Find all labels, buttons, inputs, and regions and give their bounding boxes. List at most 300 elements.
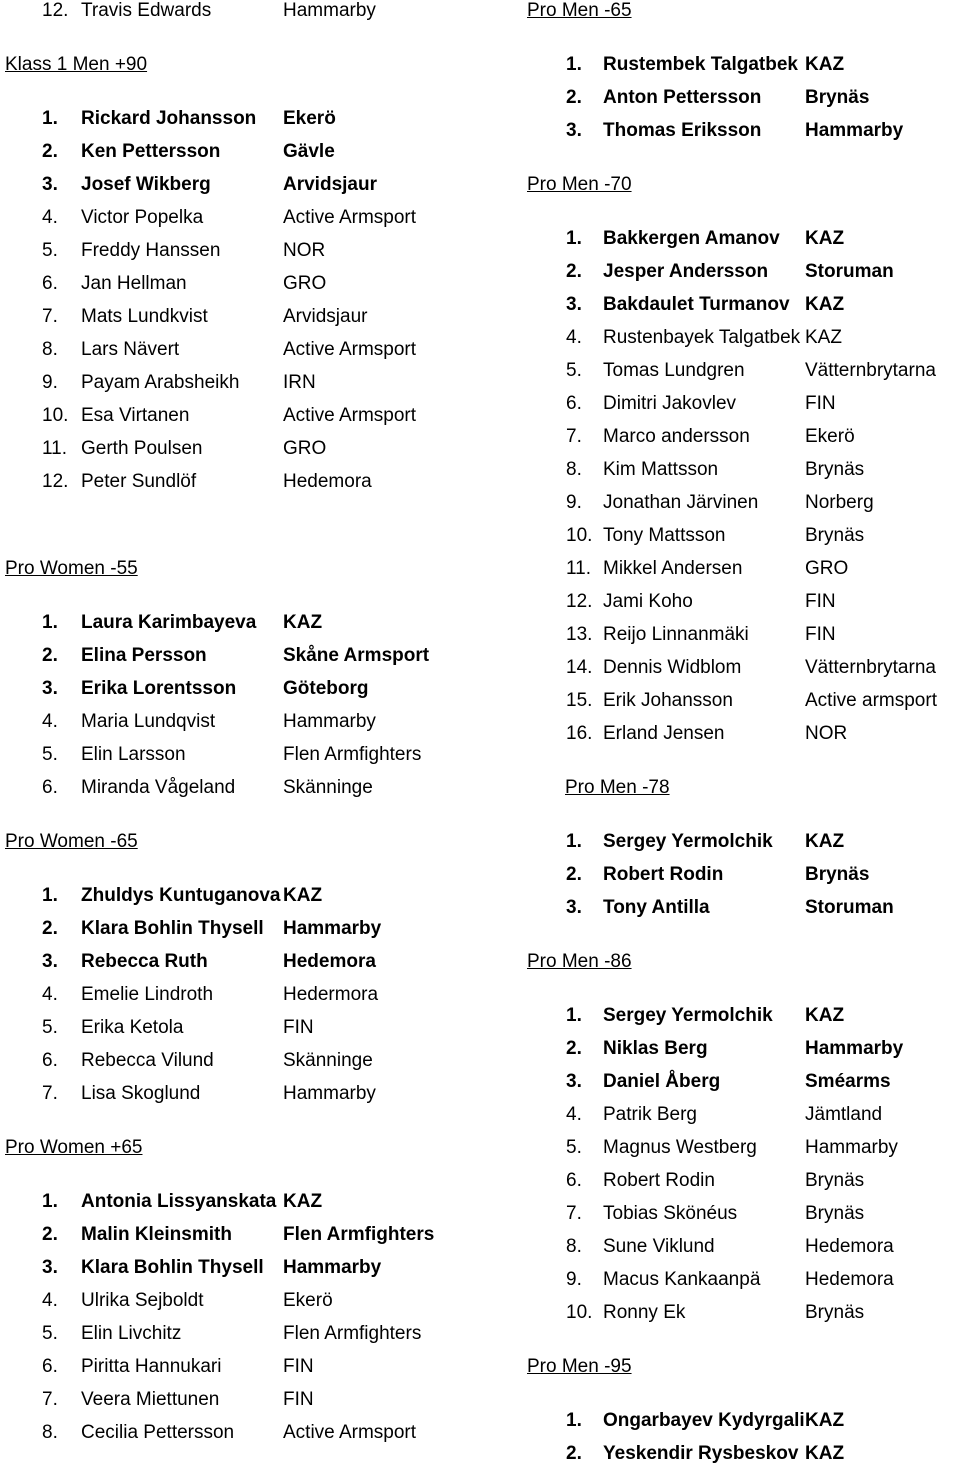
- club-name: Skåne Armsport: [283, 645, 430, 666]
- result-row: [0, 471, 500, 504]
- athlete-name: Tony Antilla: [603, 897, 710, 918]
- club-name: KAZ: [805, 831, 845, 852]
- placement: 5.: [42, 744, 58, 765]
- placement: 3.: [42, 678, 58, 699]
- athlete-name: Bakkergen Amanov: [603, 228, 780, 249]
- placement: 15.: [566, 690, 593, 711]
- club-name: Brynäs: [805, 864, 870, 885]
- athlete-name: Dennis Widblom: [603, 657, 742, 678]
- athlete-name: Anton Pettersson: [603, 87, 762, 108]
- placement: 6.: [42, 273, 58, 294]
- athlete-name: Ulrika Sejboldt: [81, 1290, 204, 1311]
- section-heading-text: Pro Men -70: [527, 174, 632, 195]
- club-name: GRO: [283, 273, 327, 294]
- placement: 10.: [566, 1302, 593, 1323]
- club-name: FIN: [805, 393, 836, 414]
- athlete-name: Jonathan Järvinen: [603, 492, 759, 513]
- result-row: [0, 207, 500, 240]
- athlete-name: Laura Karimbayeva: [81, 612, 257, 633]
- athlete-name: Lisa Skoglund: [81, 1083, 201, 1104]
- club-name: Active armsport: [805, 690, 937, 711]
- spacer: [0, 1116, 500, 1137]
- placement: 1.: [566, 1410, 582, 1431]
- right-column: [520, 0, 960, 1476]
- club-name: KAZ: [283, 885, 323, 906]
- athlete-name: Antonia Lissyanskata: [81, 1191, 277, 1212]
- athlete-name: Yeskendir Rysbeskov: [603, 1443, 799, 1464]
- result-row: [0, 0, 500, 33]
- club-name: Storuman: [805, 897, 894, 918]
- placement: 1.: [42, 108, 58, 129]
- section-heading: [0, 558, 500, 591]
- placement: 12.: [42, 0, 69, 21]
- placement: 1.: [566, 54, 582, 75]
- athlete-name: Payam Arabsheikh: [81, 372, 240, 393]
- result-row: [0, 273, 500, 306]
- result-row: [520, 1005, 960, 1038]
- athlete-name: Klara Bohlin Thysell: [81, 918, 264, 939]
- club-name: Active Armsport: [283, 1422, 417, 1443]
- placement: 9.: [42, 372, 58, 393]
- result-row: [0, 108, 500, 141]
- spacer: [520, 1335, 960, 1356]
- result-row: [0, 918, 500, 951]
- result-row: [520, 459, 960, 492]
- result-row: [0, 711, 500, 744]
- result-row: [520, 657, 960, 690]
- athlete-name: Travis Edwards: [81, 0, 212, 21]
- spacer: [0, 810, 500, 831]
- club-name: Sméarms: [805, 1071, 891, 1092]
- result-row: [520, 1236, 960, 1269]
- athlete-name: Miranda Vågeland: [81, 777, 236, 798]
- athlete-name: Mikkel Andersen: [603, 558, 743, 579]
- result-row: [0, 174, 500, 207]
- athlete-name: Elina Persson: [81, 645, 207, 666]
- placement: 2.: [566, 261, 582, 282]
- club-name: Hammarby: [283, 918, 382, 939]
- club-name: Norberg: [805, 492, 874, 513]
- athlete-name: Peter Sundlöf: [81, 471, 197, 492]
- athlete-name: Elin Larsson: [81, 744, 186, 765]
- club-name: Storuman: [805, 261, 894, 282]
- spacer: [520, 153, 960, 174]
- athlete-name: Josef Wikberg: [81, 174, 211, 195]
- club-name: GRO: [805, 558, 849, 579]
- result-row: [520, 1038, 960, 1071]
- athlete-name: Rebecca Vilund: [81, 1050, 214, 1071]
- club-name: KAZ: [805, 1443, 845, 1464]
- section-heading-text: Pro Men -65: [527, 0, 632, 21]
- club-name: Active Armsport: [283, 339, 417, 360]
- club-name: Active Armsport: [283, 207, 417, 228]
- result-row: [520, 690, 960, 723]
- placement: 6.: [42, 1050, 58, 1071]
- result-row: [520, 120, 960, 153]
- athlete-name: Lars Nävert: [81, 339, 180, 360]
- section-heading: [520, 777, 960, 810]
- placement: 4.: [42, 1290, 58, 1311]
- spacer: [0, 504, 500, 558]
- placement: 2.: [566, 864, 582, 885]
- athlete-name: Erika Lorentsson: [81, 678, 237, 699]
- result-row: [520, 1443, 960, 1476]
- athlete-name: Ongarbayev Kydyrgali: [603, 1410, 805, 1431]
- club-name: Vätternbrytarna: [805, 657, 936, 678]
- placement: 3.: [42, 174, 58, 195]
- section-heading: [520, 174, 960, 207]
- result-row: [520, 591, 960, 624]
- athlete-name: Thomas Eriksson: [603, 120, 762, 141]
- result-row: [520, 87, 960, 120]
- athlete-name: Victor Popelka: [81, 207, 204, 228]
- athlete-name: Esa Virtanen: [81, 405, 190, 426]
- athlete-name: Bakdaulet Turmanov: [603, 294, 790, 315]
- club-name: KAZ: [805, 1410, 845, 1431]
- placement: 7.: [42, 1083, 58, 1104]
- club-name: KAZ: [283, 1191, 323, 1212]
- club-name: Hammarby: [283, 711, 376, 732]
- club-name: Hedemora: [283, 951, 376, 972]
- athlete-name: Rustembek Talgatbek: [603, 54, 798, 75]
- athlete-name: Jesper Andersson: [603, 261, 769, 282]
- result-row: [0, 951, 500, 984]
- athlete-name: Tobias Skönéus: [603, 1203, 738, 1224]
- placement: 4.: [566, 1104, 582, 1125]
- club-name: KAZ: [283, 612, 323, 633]
- placement: 1.: [42, 612, 58, 633]
- club-name: Hammarby: [805, 120, 904, 141]
- result-row: [0, 1050, 500, 1083]
- result-row: [520, 393, 960, 426]
- result-row: [0, 777, 500, 810]
- result-row: [520, 558, 960, 591]
- club-name: Hedemora: [805, 1236, 894, 1257]
- placement: 5.: [566, 360, 582, 381]
- club-name: Skänninge: [283, 1050, 373, 1071]
- placement: 1.: [566, 228, 582, 249]
- placement: 2.: [566, 1038, 582, 1059]
- placement: 10.: [566, 525, 593, 546]
- placement: 9.: [566, 492, 582, 513]
- result-row: [520, 294, 960, 327]
- athlete-name: Jami Koho: [603, 591, 693, 612]
- result-row: [0, 1290, 500, 1323]
- placement: 3.: [566, 120, 582, 141]
- result-row: [0, 306, 500, 339]
- result-row: [520, 1104, 960, 1137]
- placement: 2.: [42, 645, 58, 666]
- athlete-name: Magnus Westberg: [603, 1137, 757, 1158]
- placement: 11.: [42, 438, 68, 459]
- result-row: [520, 327, 960, 360]
- club-name: Brynäs: [805, 1302, 865, 1323]
- placement: 1.: [42, 885, 58, 906]
- spacer: [520, 1389, 960, 1410]
- result-row: [520, 360, 960, 393]
- club-name: Active Armsport: [283, 405, 417, 426]
- spacer: [520, 810, 960, 831]
- club-name: Jämtland: [805, 1104, 883, 1125]
- placement: 13.: [566, 624, 593, 645]
- result-row: [0, 240, 500, 273]
- result-row: [520, 525, 960, 558]
- section-heading: [520, 1356, 960, 1389]
- athlete-name: Reijo Linnanmäki: [603, 624, 749, 645]
- athlete-name: Piritta Hannukari: [81, 1356, 222, 1377]
- placement: 5.: [566, 1137, 582, 1158]
- spacer: [0, 33, 500, 54]
- spacer: [520, 930, 960, 951]
- section-heading: [520, 0, 960, 33]
- result-row: [520, 864, 960, 897]
- placement: 12.: [42, 471, 69, 492]
- club-name: Brynäs: [805, 1170, 865, 1191]
- result-row: [520, 228, 960, 261]
- athlete-name: Robert Rodin: [603, 1170, 715, 1191]
- section-heading-text: Klass 1 Men +90: [5, 54, 148, 75]
- athlete-name: Cecilia Pettersson: [81, 1422, 235, 1443]
- club-name: Brynäs: [805, 459, 865, 480]
- club-name: Hammarby: [805, 1038, 904, 1059]
- result-row: [520, 624, 960, 657]
- club-name: FIN: [283, 1389, 314, 1410]
- club-name: FIN: [805, 591, 836, 612]
- club-name: KAZ: [805, 228, 845, 249]
- athlete-name: Daniel Åberg: [603, 1071, 721, 1092]
- athlete-name: Erland Jensen: [603, 723, 725, 744]
- athlete-name: Zhuldys Kuntuganova: [81, 885, 281, 906]
- spacer: [520, 207, 960, 228]
- spacer: [0, 87, 500, 108]
- club-name: Arvidsjaur: [283, 306, 368, 327]
- placement: 6.: [566, 393, 582, 414]
- club-name: NOR: [805, 723, 848, 744]
- athlete-name: Sergey Yermolchik: [603, 1005, 773, 1026]
- section-heading-text: Pro Men -86: [527, 951, 632, 972]
- result-row: [520, 1269, 960, 1302]
- placement: 8.: [566, 459, 582, 480]
- athlete-name: Kim Mattsson: [603, 459, 719, 480]
- placement: 2.: [42, 918, 58, 939]
- athlete-name: Erik Johansson: [603, 690, 733, 711]
- result-row: [0, 405, 500, 438]
- placement: 8.: [566, 1236, 582, 1257]
- result-row: [520, 723, 960, 756]
- placement: 5.: [42, 1017, 58, 1038]
- result-row: [0, 1224, 500, 1257]
- placement: 4.: [42, 711, 58, 732]
- club-name: Hedemora: [805, 1269, 894, 1290]
- placement: 6.: [566, 1170, 582, 1191]
- spacer: [520, 33, 960, 54]
- athlete-name: Emelie Lindroth: [81, 984, 214, 1005]
- result-row: [520, 1137, 960, 1170]
- result-row: [0, 339, 500, 372]
- placement: 8.: [42, 339, 58, 360]
- result-row: [520, 897, 960, 930]
- placement: 5.: [42, 240, 58, 261]
- club-name: Brynäs: [805, 87, 870, 108]
- result-row: [0, 438, 500, 471]
- section-heading-text: Pro Men -78: [565, 777, 670, 798]
- club-name: NOR: [283, 240, 326, 261]
- athlete-name: Macus Kankaanpä: [603, 1269, 761, 1290]
- club-name: Skänninge: [283, 777, 373, 798]
- athlete-name: Elin Livchitz: [81, 1323, 182, 1344]
- placement: 5.: [42, 1323, 58, 1344]
- placement: 8.: [42, 1422, 58, 1443]
- club-name: Hedemora: [283, 471, 372, 492]
- placement: 7.: [566, 1203, 582, 1224]
- athlete-name: Ronny Ek: [603, 1302, 686, 1323]
- result-row: [520, 1410, 960, 1443]
- athlete-name: Rickard Johansson: [81, 108, 257, 129]
- placement: 2.: [42, 1224, 58, 1245]
- placement: 7.: [42, 1389, 58, 1410]
- club-name: Hammarby: [283, 1257, 382, 1278]
- spacer: [520, 984, 960, 1005]
- club-name: Ekerö: [283, 108, 336, 129]
- club-name: FIN: [283, 1356, 314, 1377]
- placement: 4.: [566, 327, 582, 348]
- club-name: FIN: [283, 1017, 314, 1038]
- result-row: [0, 1257, 500, 1290]
- athlete-name: Tony Mattsson: [603, 525, 726, 546]
- result-row: [520, 1170, 960, 1203]
- athlete-name: Mats Lundkvist: [81, 306, 208, 327]
- club-name: KAZ: [805, 54, 845, 75]
- athlete-name: Niklas Berg: [603, 1038, 708, 1059]
- section-heading-text: Pro Women -55: [5, 558, 138, 579]
- spacer: [0, 591, 500, 612]
- club-name: Flen Armfighters: [283, 744, 422, 765]
- athlete-name: Sune Viklund: [603, 1236, 715, 1257]
- club-name: Vätternbrytarna: [805, 360, 936, 381]
- result-row: [0, 885, 500, 918]
- athlete-name: Robert Rodin: [603, 864, 724, 885]
- section-heading-text: Pro Men -95: [527, 1356, 632, 1377]
- athlete-name: Klara Bohlin Thysell: [81, 1257, 264, 1278]
- club-name: FIN: [805, 624, 836, 645]
- section-heading: [0, 831, 500, 864]
- athlete-name: Rustenbayek Talgatbek: [603, 327, 801, 348]
- placement: 4.: [42, 207, 58, 228]
- club-name: Hammarby: [283, 1083, 376, 1104]
- spacer: [0, 864, 500, 885]
- placement: 1.: [566, 831, 582, 852]
- athlete-name: Jan Hellman: [81, 273, 187, 294]
- athlete-name: Ken Pettersson: [81, 141, 221, 162]
- athlete-name: Malin Kleinsmith: [81, 1224, 232, 1245]
- placement: 6.: [42, 777, 58, 798]
- placement: 4.: [42, 984, 58, 1005]
- club-name: Flen Armfighters: [283, 1323, 422, 1344]
- athlete-name: Patrik Berg: [603, 1104, 697, 1125]
- athlete-name: Dimitri Jakovlev: [603, 393, 737, 414]
- placement: 2.: [566, 1443, 582, 1464]
- result-row: [0, 372, 500, 405]
- athlete-name: Erika Ketola: [81, 1017, 184, 1038]
- result-row: [0, 645, 500, 678]
- result-row: [0, 1422, 500, 1455]
- result-row: [0, 1323, 500, 1356]
- placement: 1.: [42, 1191, 58, 1212]
- club-name: Brynäs: [805, 1203, 865, 1224]
- result-row: [0, 1017, 500, 1050]
- result-row: [0, 744, 500, 777]
- result-row: [520, 426, 960, 459]
- club-name: Hammarby: [283, 0, 376, 21]
- result-row: [520, 1203, 960, 1236]
- section-heading: [0, 54, 500, 87]
- club-name: KAZ: [805, 1005, 845, 1026]
- result-row: [0, 141, 500, 174]
- club-name: Ekerö: [805, 426, 855, 447]
- athlete-name: Marco andersson: [603, 426, 750, 447]
- placement: 2.: [566, 87, 582, 108]
- club-name: Brynäs: [805, 525, 865, 546]
- result-row: [0, 1191, 500, 1224]
- result-row: [520, 261, 960, 294]
- athlete-name: Gerth Poulsen: [81, 438, 203, 459]
- result-row: [520, 54, 960, 87]
- athlete-name: Sergey Yermolchik: [603, 831, 773, 852]
- club-name: Hammarby: [805, 1137, 898, 1158]
- club-name: IRN: [283, 372, 316, 393]
- result-row: [520, 1302, 960, 1335]
- club-name: Göteborg: [283, 678, 369, 699]
- result-row: [0, 1389, 500, 1422]
- placement: 9.: [566, 1269, 582, 1290]
- placement: 12.: [566, 591, 593, 612]
- placement: 7.: [566, 426, 582, 447]
- club-name: KAZ: [805, 327, 842, 348]
- athlete-name: Tomas Lundgren: [603, 360, 745, 381]
- placement: 2.: [42, 141, 58, 162]
- club-name: Hedermora: [283, 984, 379, 1005]
- placement: 3.: [566, 294, 582, 315]
- placement: 7.: [42, 306, 58, 327]
- club-name: KAZ: [805, 294, 845, 315]
- placement: 3.: [566, 1071, 582, 1092]
- club-name: Ekerö: [283, 1290, 333, 1311]
- result-row: [520, 1071, 960, 1104]
- club-name: Flen Armfighters: [283, 1224, 435, 1245]
- result-row: [0, 1356, 500, 1389]
- spacer: [520, 756, 960, 777]
- section-heading: [520, 951, 960, 984]
- athlete-name: Freddy Hanssen: [81, 240, 221, 261]
- result-row: [0, 984, 500, 1017]
- result-row: [520, 492, 960, 525]
- club-name: Gävle: [283, 141, 335, 162]
- placement: 3.: [566, 897, 582, 918]
- placement: 10.: [42, 405, 69, 426]
- club-name: Arvidsjaur: [283, 174, 377, 195]
- placement: 11.: [566, 558, 592, 579]
- athlete-name: Rebecca Ruth: [81, 951, 208, 972]
- placement: 6.: [42, 1356, 58, 1377]
- result-row: [0, 612, 500, 645]
- athlete-name: Maria Lundqvist: [81, 711, 216, 732]
- placement: 3.: [42, 1257, 58, 1278]
- placement: 1.: [566, 1005, 582, 1026]
- placement: 3.: [42, 951, 58, 972]
- spacer: [0, 1170, 500, 1191]
- result-row: [520, 831, 960, 864]
- athlete-name: Veera Miettunen: [81, 1389, 220, 1410]
